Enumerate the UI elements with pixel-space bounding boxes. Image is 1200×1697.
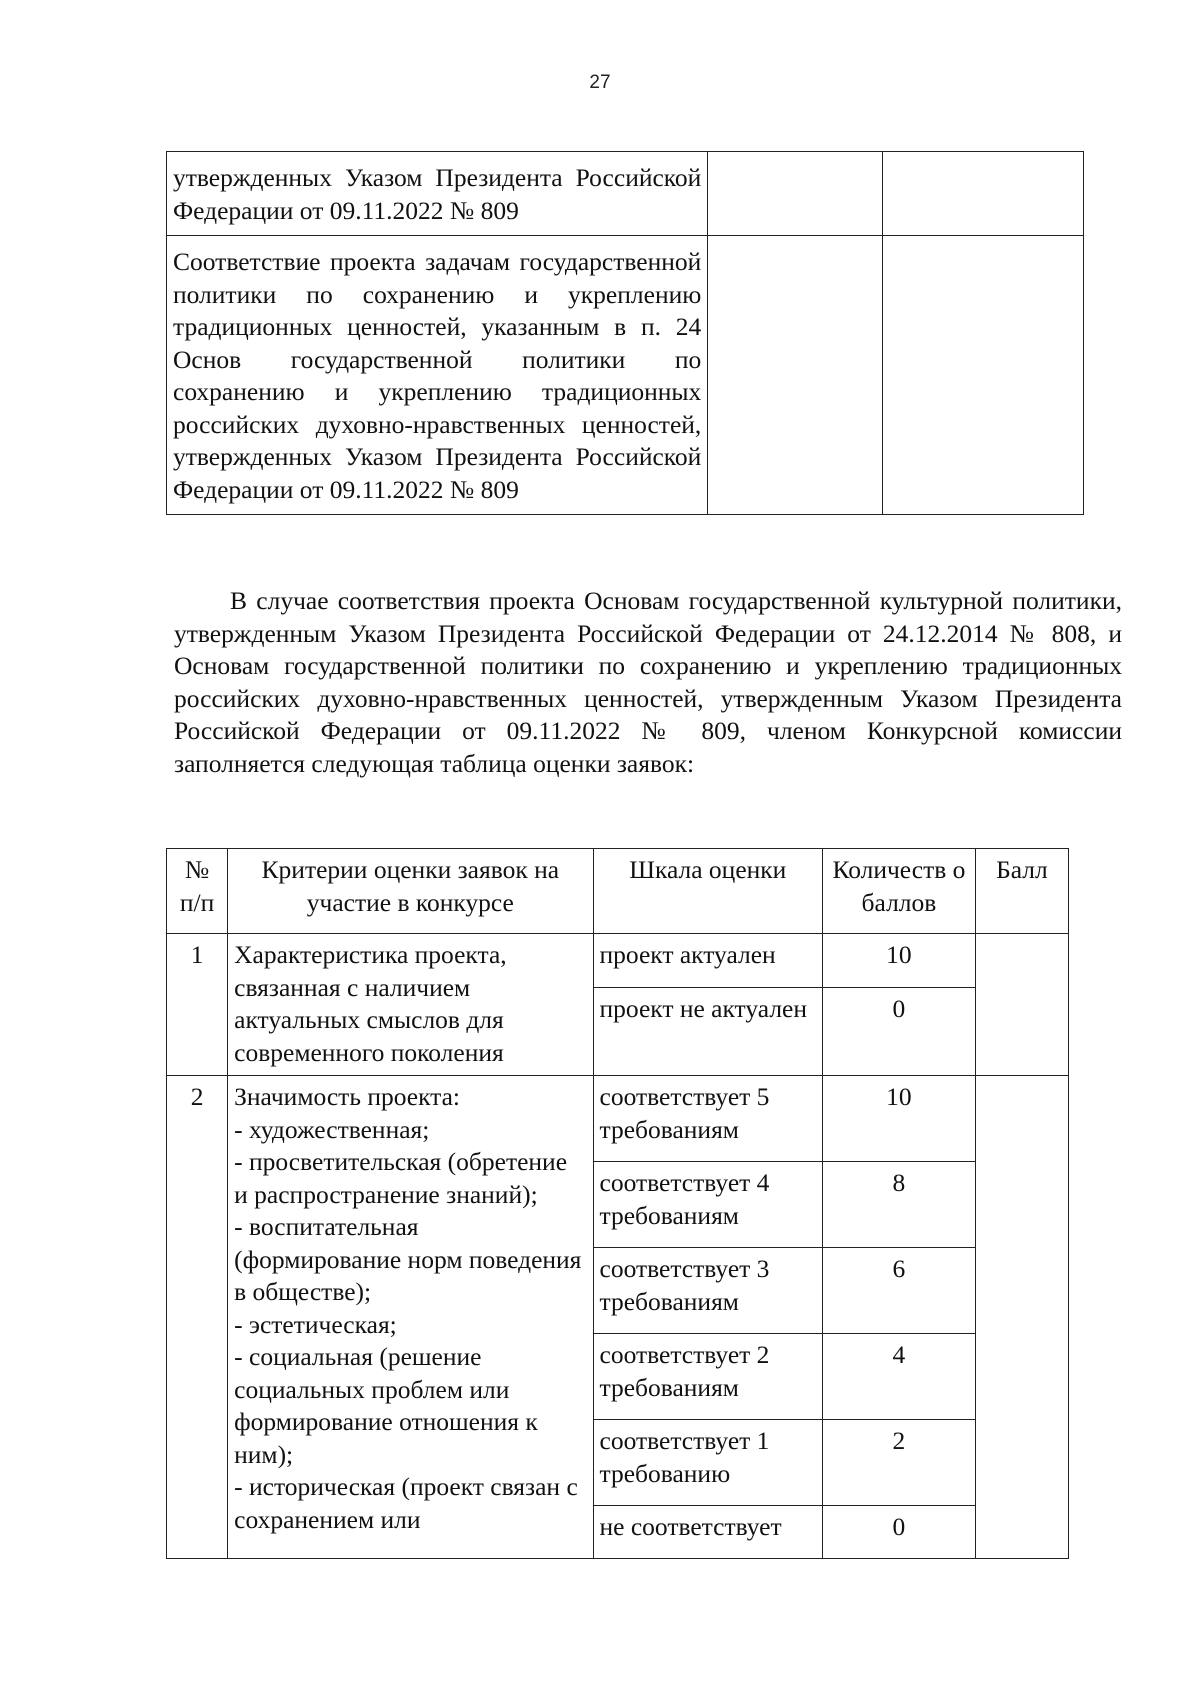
criteria-line: - воспитательная (формирование норм поведения в обществе); <box>234 1212 582 1306</box>
table-cell-empty <box>883 152 1084 236</box>
scale-cell: проект не актуален <box>593 988 823 1076</box>
points-cell: 8 <box>823 1162 976 1248</box>
row-number: 1 <box>167 934 228 1076</box>
criteria-cell <box>228 1076 593 1559</box>
table-cell-empty <box>883 236 1084 515</box>
body-paragraph: В случае соответствия проекта Основам государственной культурной политики, утвержденным Указом Президента Российской Федерации от 24.12.2014 № 808, и Основам государственной политики по сохранению и укреплению традиционных российских духовно-нравственных ценностей, утвержденным Указом Президента Российской Федерации от 09.11.2022 № 809, членом Конкурсной комиссии заполняется следующая таблица оценки заявок: <box>174 586 1122 778</box>
points-cell: 10 <box>823 1076 976 1162</box>
scale-cell: соответствует 4 требованиям <box>593 1162 823 1248</box>
ball-cell <box>975 1076 1068 1559</box>
criteria-line: - просветительская (обретение и распространение знаний); <box>234 1147 568 1209</box>
scale-cell: не соответствует <box>593 1506 823 1559</box>
criteria-line: Значимость проекта: <box>234 1082 461 1111</box>
scale-cell: соответствует 2 требованиям <box>593 1334 823 1420</box>
table-row <box>167 1076 1069 1162</box>
points-cell: 4 <box>823 1334 976 1420</box>
criteria-line: - эстетическая; <box>234 1309 397 1339</box>
header-scale: Шкала оценки <box>593 849 823 934</box>
table-cell-text: утвержденных Указом Президента Российской Федерации от 09.11.2022 № 809 <box>167 152 708 236</box>
criteria-line: - художественная; <box>234 1114 430 1144</box>
table-cell-empty <box>708 152 883 236</box>
points-cell: 0 <box>823 1506 976 1559</box>
header-criteria: Критерии оценки заявок на участие в конкурсе <box>228 849 593 934</box>
points-cell: 10 <box>823 934 976 988</box>
header-points: Количеств о баллов <box>823 849 976 934</box>
score-table <box>166 848 1069 1559</box>
table-cell-text: Соответствие проекта задачам государственной политики по сохранению и укреплению традиционных ценностей, указанным в п. 24 Основ государственной политики по сохранению и укреплению традиционных российских духовно-нравственных ценностей, утвержденных Указом Президента Российской Федерации от 09.11.2022 № 809 <box>167 236 708 515</box>
criteria-line: - историческая (проект связан с сохранением или <box>234 1472 578 1534</box>
criteria-line: - социальная (решение социальных проблем или формирование отношения к ним); <box>234 1342 538 1469</box>
table-cell-empty <box>708 236 883 515</box>
top-table <box>166 151 1084 515</box>
scale-cell: проект актуален <box>593 934 823 988</box>
table-row <box>167 152 1084 236</box>
points-cell: 6 <box>823 1248 976 1334</box>
points-cell: 2 <box>823 1420 976 1506</box>
header-ball: Балл <box>975 849 1068 934</box>
scale-cell: соответствует 1 требованию <box>593 1420 823 1506</box>
table-header-row <box>167 849 1069 934</box>
row-number: 2 <box>167 1076 228 1559</box>
points-cell: 0 <box>823 988 976 1076</box>
scale-cell: соответствует 3 требованиям <box>593 1248 823 1334</box>
page-number: 27 <box>589 72 611 93</box>
criteria-cell: Характеристика проекта, связанная с наличием актуальных смыслов для современного поколения <box>228 934 593 1076</box>
table-row <box>167 934 1069 988</box>
scale-cell: соответствует 5 требованиям <box>593 1076 823 1162</box>
ball-cell <box>975 934 1068 1076</box>
table-row <box>167 236 1084 515</box>
header-num: № п/п <box>167 849 228 934</box>
